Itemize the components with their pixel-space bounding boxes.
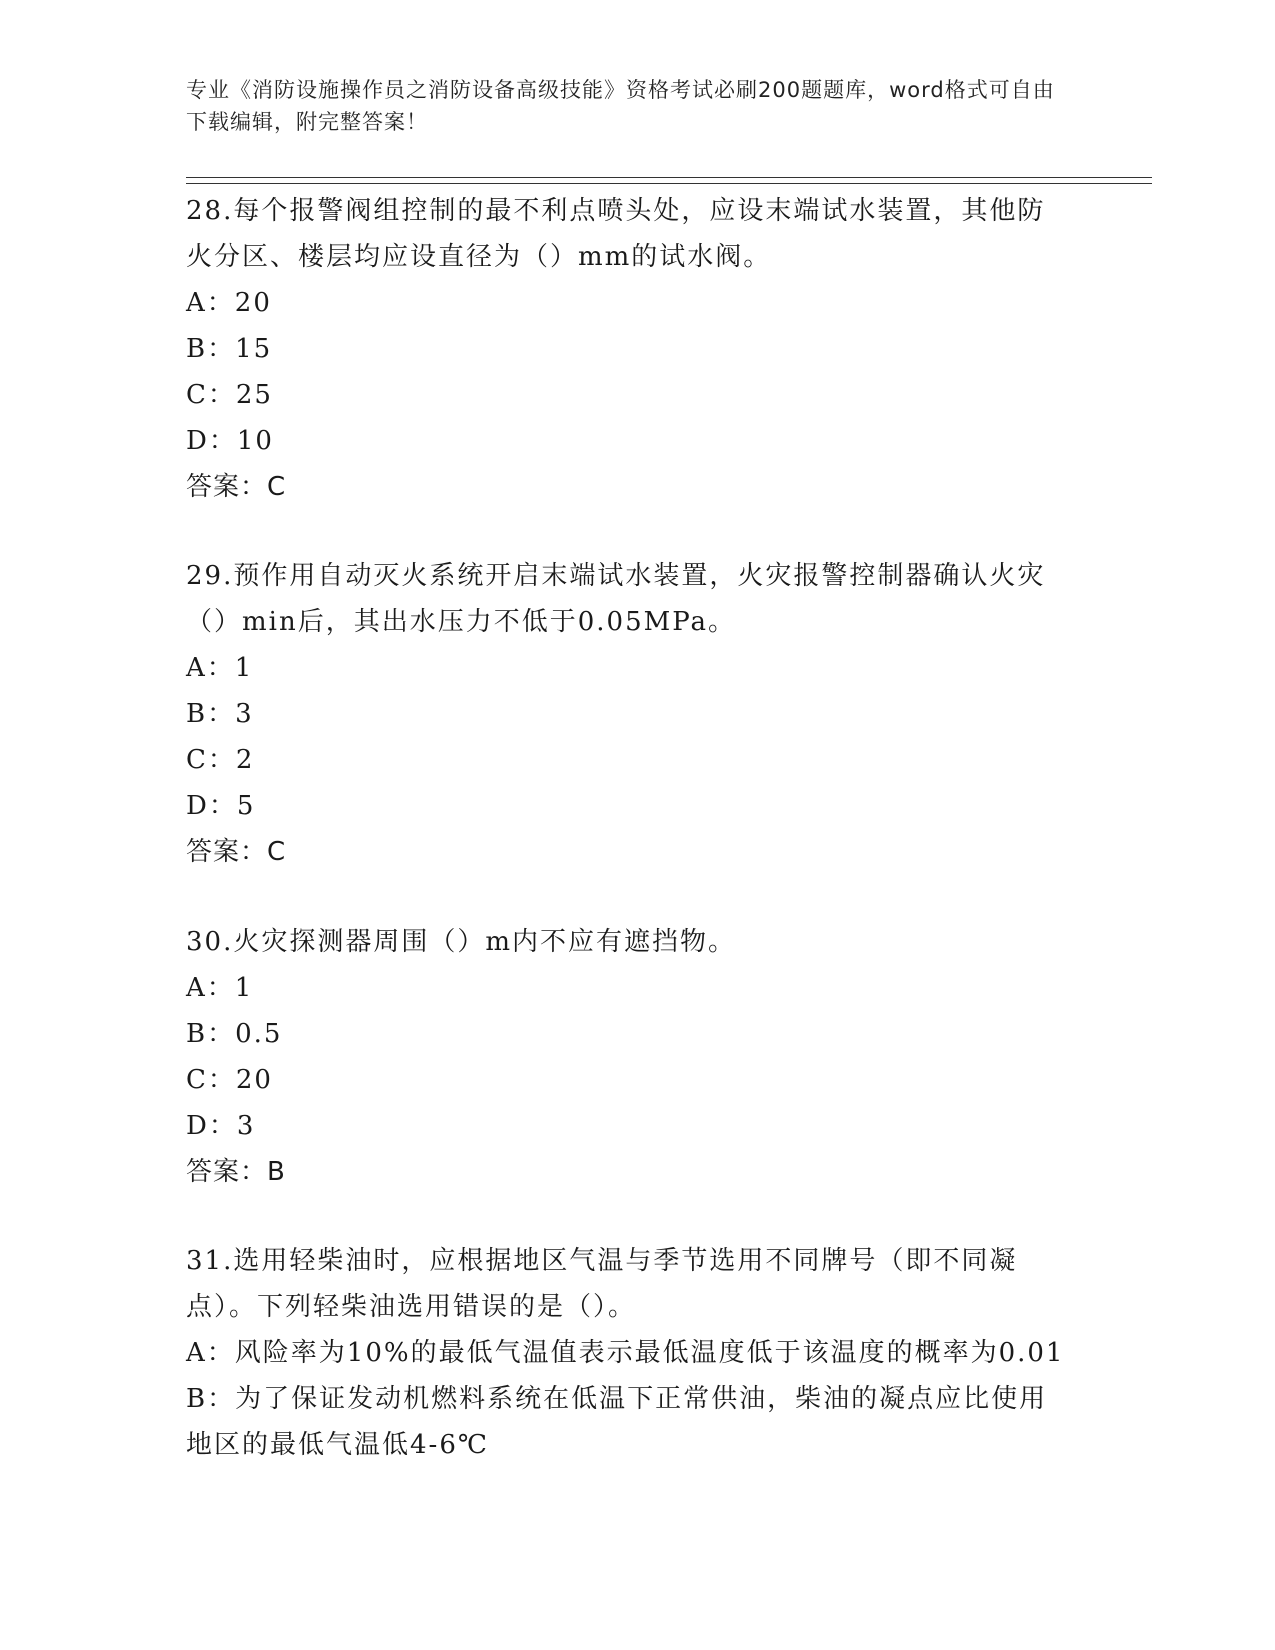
option-b: B：15 <box>186 334 273 364</box>
question-29 <box>186 553 1066 875</box>
option-a: A：1 <box>186 653 254 683</box>
question-stem: 30.火灾探测器周围（）m内不应有遮挡物。 <box>186 927 737 957</box>
question-stem: 28.每个报警阀组控制的最不利点喷头处，应设末端试水装置，其他防火分区、楼层均应设直径为（）mm的试水阀。 <box>186 196 1046 272</box>
option-c: C：25 <box>186 380 273 410</box>
answer-line: 答案：B <box>186 1157 286 1187</box>
question-stem: 31.选用轻柴油时，应根据地区气温与季节选用不同牌号（即不同凝点）。下列轻柴油选用错误的是（）。 <box>186 1246 1018 1322</box>
option-b: B：为了保证发动机燃料系统在低温下正常供油，柴油的凝点应比使用地区的最低气温低4-6℃ <box>186 1384 1048 1460</box>
document-header: 专业《消防设施操作员之消防设备高级技能》资格考试必刷200题题库，word格式可自由下载编辑，附完整答案！ <box>186 78 1055 134</box>
option-a: A：1 <box>186 973 254 1003</box>
header-divider-bottom <box>186 183 1152 184</box>
option-d: D：5 <box>186 791 256 821</box>
option-c: C：20 <box>186 1065 273 1095</box>
option-a: A：风险率为10%的最低气温值表示最低温度低于该温度的概率为0.01 <box>186 1338 1065 1368</box>
option-d: D：10 <box>186 426 274 456</box>
option-b: B：3 <box>186 699 254 729</box>
option-c: C：2 <box>186 745 255 775</box>
question-31 <box>186 1238 1066 1468</box>
header-divider-top <box>186 177 1152 178</box>
answer-line: 答案：C <box>186 837 287 867</box>
question-30 <box>186 919 1066 1195</box>
question-stem: 29.预作用自动灭火系统开启末端试水装置，火灾报警控制器确认火灾（）min后，其出水压力不低于0.05MPa。 <box>186 561 1046 637</box>
answer-line: 答案：C <box>186 472 287 502</box>
option-a: A：20 <box>186 288 272 318</box>
question-28 <box>186 188 1066 510</box>
option-b: B：0.5 <box>186 1019 283 1049</box>
option-d: D：3 <box>186 1111 256 1141</box>
